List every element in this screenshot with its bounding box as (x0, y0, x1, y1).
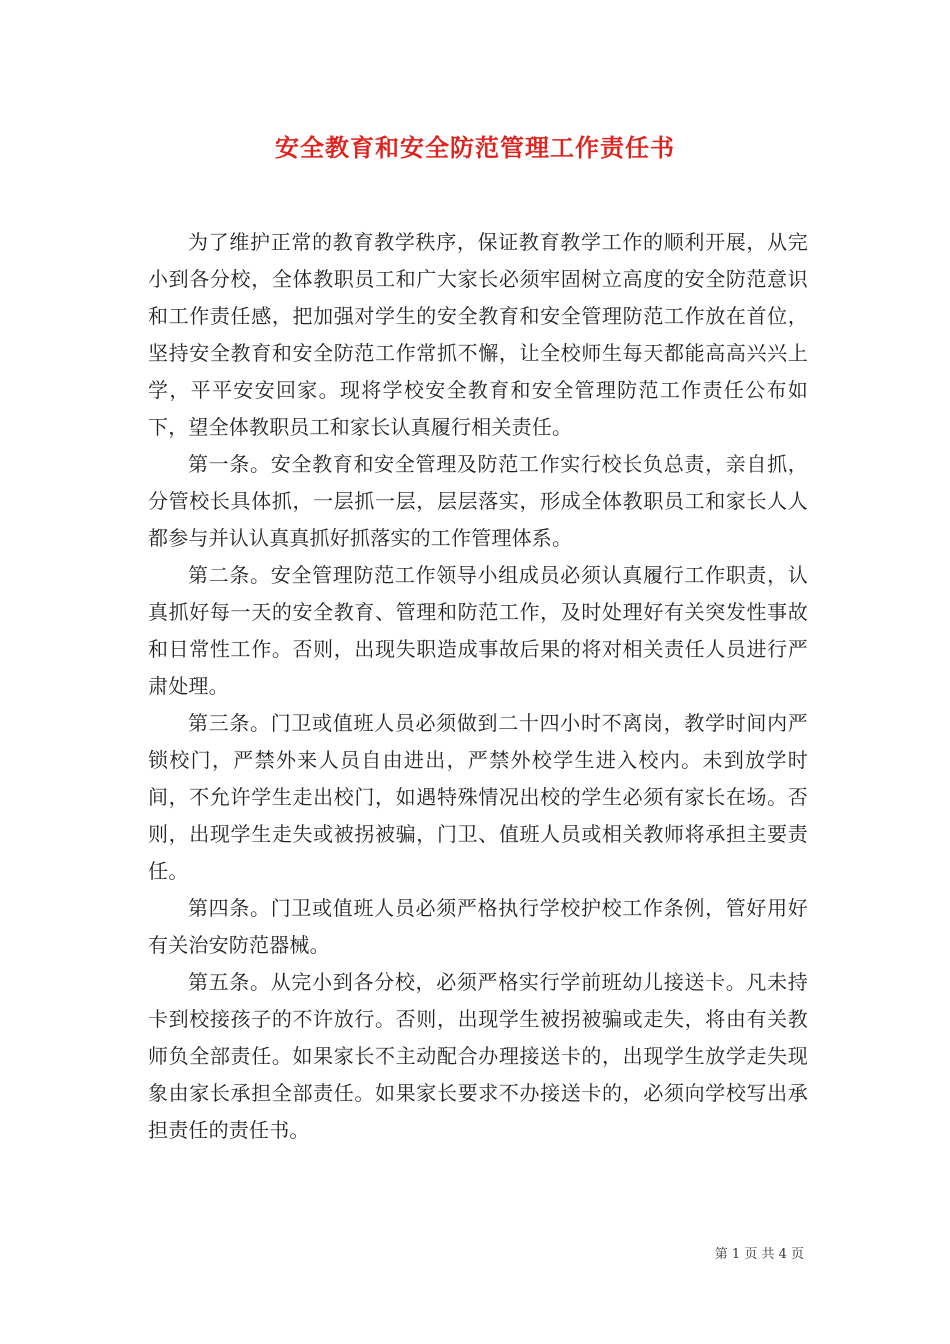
article-4-paragraph: 第四条。门卫或值班人员必须严格执行学校护校工作条例，管好用好有关治安防范器械。 (148, 896, 808, 957)
page-number: 第 1 页 共 4 页 (714, 1247, 804, 1262)
article-3-paragraph: 第三条。门卫或值班人员必须做到二十四小时不离岗，教学时间内严锁校门，严禁外来人员自由进出，严禁外校学生进入校内。未到放学时间，不允许学生走出校门，如遇特殊情况出校的学生必须有家长在场。否则，出现学生走失或被拐被骗，门卫、值班人员或相关教师将承担主要责任。 (148, 711, 808, 883)
article-2-paragraph: 第二条。安全管理防范工作领导小组成员必须认真履行工作职责，认真抓好每一天的安全教育、管理和防范工作，及时处理好有关突发性事故和日常性工作。否则，出现失职造成事故后果的将对相关责任人员进行严肃处理。 (148, 563, 808, 698)
document-body (148, 224, 808, 1149)
document-title: 安全教育和安全防范管理工作责任书 (275, 133, 675, 162)
article-5-paragraph: 第五条。从完小到各分校，必须严格实行学前班幼儿接送卡。凡未持卡到校接孩子的不许放行。否则，出现学生被拐被骗或走失，将由有关教师负全部责任。如果家长不主动配合办理接送卡的，出现学生放学走失现象由家长承担全部责任。如果家长要求不办接送卡的，必须向学校写出承担责任的责任书。 (148, 970, 808, 1142)
intro-paragraph: 为了维护正常的教育教学秩序，保证教育教学工作的顺利开展，从完小到各分校，全体教职员工和广大家长必须牢固树立高度的安全防范意识和工作责任感，把加强对学生的安全教育和安全管理防范工作放在首位，坚持安全教育和安全防范工作常抓不懈，让全校师生每天都能高高兴兴上学，平平安安回家。现将学校安全教育和安全管理防范工作责任公布如下，望全体教职员工和家长认真履行相关责任。 (148, 230, 808, 439)
article-1-paragraph: 第一条。安全教育和安全管理及防范工作实行校长负总责，亲自抓，分管校长具体抓，一层抓一层，层层落实，形成全体教职员工和家长人人都参与并认认真真抓好抓落实的工作管理体系。 (148, 452, 808, 550)
